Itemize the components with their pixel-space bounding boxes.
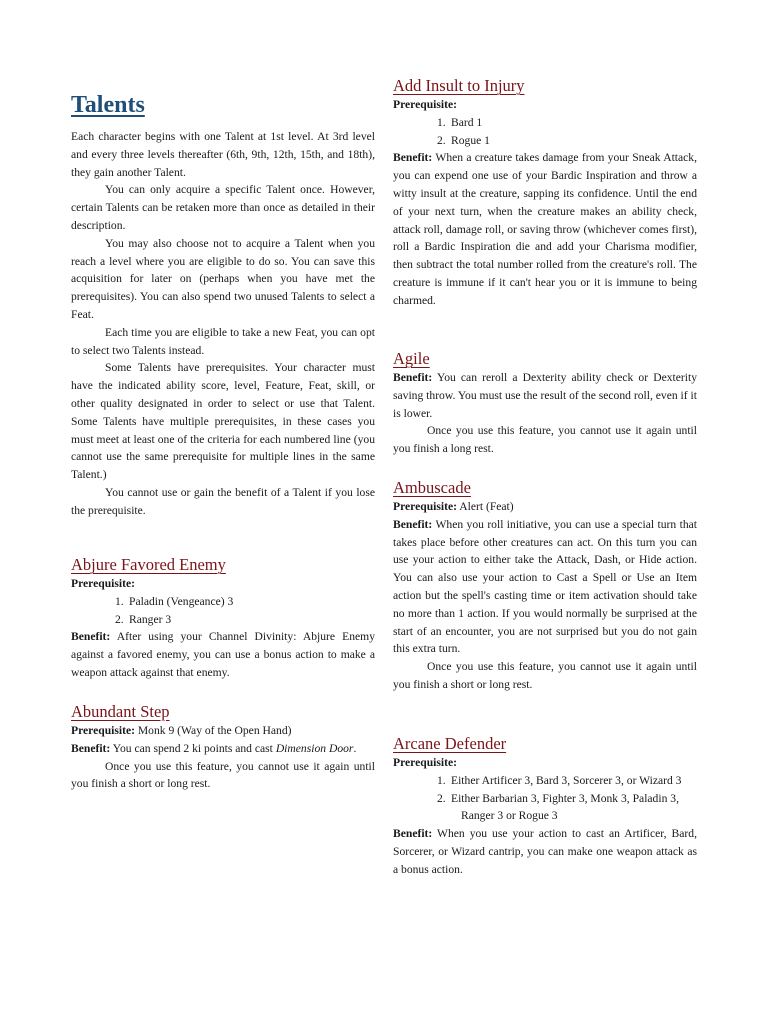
talent-heading: Abjure Favored Enemy (71, 555, 226, 574)
talent-heading: Agile (393, 349, 430, 368)
talent-heading: Arcane Defender (393, 734, 507, 753)
list-item: 2. Ranger 3 (115, 612, 172, 626)
usage-note: Once you use this feature, you cannot use it again until you finish a short or long rest. (71, 759, 375, 791)
talent-heading: Add Insult to Injury (393, 76, 525, 95)
talent-ambuscade (393, 477, 697, 694)
benefit-text: Benefit: After using your Channel Divinity: Abjure Enemy against a favored enemy, you can use a bonus action to make a weapon attack against that enemy. (71, 630, 375, 679)
list-item: 2. Either Barbarian 3, Fighter 3, Monk 3, Paladin 3, Ranger 3 or Rogue 3 (437, 791, 679, 823)
prerequisite-label: Prerequisite: (71, 577, 135, 590)
prerequisite-text: Prerequisite: Alert (Feat) (393, 500, 514, 513)
talent-heading: Ambuscade (393, 478, 471, 497)
prerequisite-list (71, 593, 375, 629)
usage-note: Once you use this feature, you cannot use it again until you finish a short or long rest. (393, 660, 697, 691)
prerequisite-label: Prerequisite: (393, 98, 457, 111)
list-item: 2. Rogue 1 (437, 133, 490, 147)
intro-paragraph: Each character begins with one Talent at 1st level. At 3rd level and every three levels thereafter (6th, 9th, 12th, 15th, and 18th), they gain another Talent. (71, 130, 375, 179)
prerequisite-list (393, 114, 697, 150)
talent-abjure-favored-enemy (71, 554, 375, 682)
talent-arcane-defender (393, 733, 697, 879)
talent-agile (393, 348, 697, 458)
intro-paragraph: You cannot use or gain the benefit of a Talent if you lose the prerequisite. (71, 485, 375, 517)
list-item: 1. Paladin (Vengeance) 3 (115, 594, 234, 608)
prerequisite-label: Prerequisite: (393, 756, 457, 769)
benefit-text: Benefit: You can reroll a Dexterity ability check or Dexterity saving throw. You must use the result of the second roll, even if it is lower. (393, 371, 698, 420)
intro-text (71, 128, 375, 520)
intro-paragraph: Each time you are eligible to take a new Feat, you can opt to select two Talents instead. (71, 325, 375, 357)
benefit-text: Benefit: When you use your action to cast an Artificer, Bard, Sorcerer, or Wizard cantrip, you can make one weapon attack as a bonus action. (393, 827, 697, 876)
list-item: 1. Either Artificer 3, Bard 3, Sorcerer 3, or Wizard 3 (437, 773, 682, 787)
talent-abundant-step (71, 701, 375, 793)
page-title: Talents (71, 92, 145, 118)
usage-note: Once you use this feature, you cannot use it again until you finish a long rest. (393, 424, 697, 456)
talent-add-insult-to-injury (393, 75, 697, 310)
benefit-text: Benefit: When you roll initiative, you can use a special turn that takes place before other creatures can act. On this turn you can use your action to either take the Attack, Dash, or Hide action. You can also use your action to Cast a Spell or Use an Item action but the spell's casting time or item activation should take no more than 1 action. If you would normally be surprised at the start of an encounter, you are not surprised but you do not gain this extra turn. (393, 517, 697, 656)
intro-paragraph: Some Talents have prerequisites. Your character must have the indicated ability score, level, Feature, Feat, skill, or other quality designated in order to select or use that Talent. Some Talents have multiple prerequisites, in these cases you must meet at least one of the criteria for each numbered line (you cannot use the same prerequisite for multiple lines in the same Talent.) (71, 361, 375, 482)
talent-heading: Abundant Step (71, 702, 170, 721)
benefit-text: Benefit: You can spend 2 ki points and cast Dimension Door. (71, 741, 357, 755)
intro-paragraph: You can only acquire a specific Talent once. However, certain Talents can be retaken more than once as detailed in their description. (71, 183, 375, 232)
intro-paragraph: You may also choose not to acquire a Talent when you reach a level where you are eligible to do so. You can save this acquisition for later on (perhaps when you have met the prerequisites). You can also spend two unused Talents to select a Feat. (71, 236, 375, 321)
prerequisite-text: Prerequisite: Monk 9 (Way of the Open Hand) (71, 724, 292, 737)
list-item: 1. Bard 1 (437, 115, 483, 129)
prerequisite-list (393, 772, 697, 825)
benefit-text: Benefit: When a creature takes damage from your Sneak Attack, you can expend one use of your Bardic Inspiration and throw a witty insult at the creature, sapping its confidence. Until the end of your next turn, when the creature makes an ability check, attack roll, damage roll, or saving throw (whichever comes first), roll a Bardic Inspiration die and add your Charisma modifier, then subtract the total number rolled from the creature's roll. The creature is immune if it can't hear you or it is immune to being charmed. (393, 151, 697, 307)
